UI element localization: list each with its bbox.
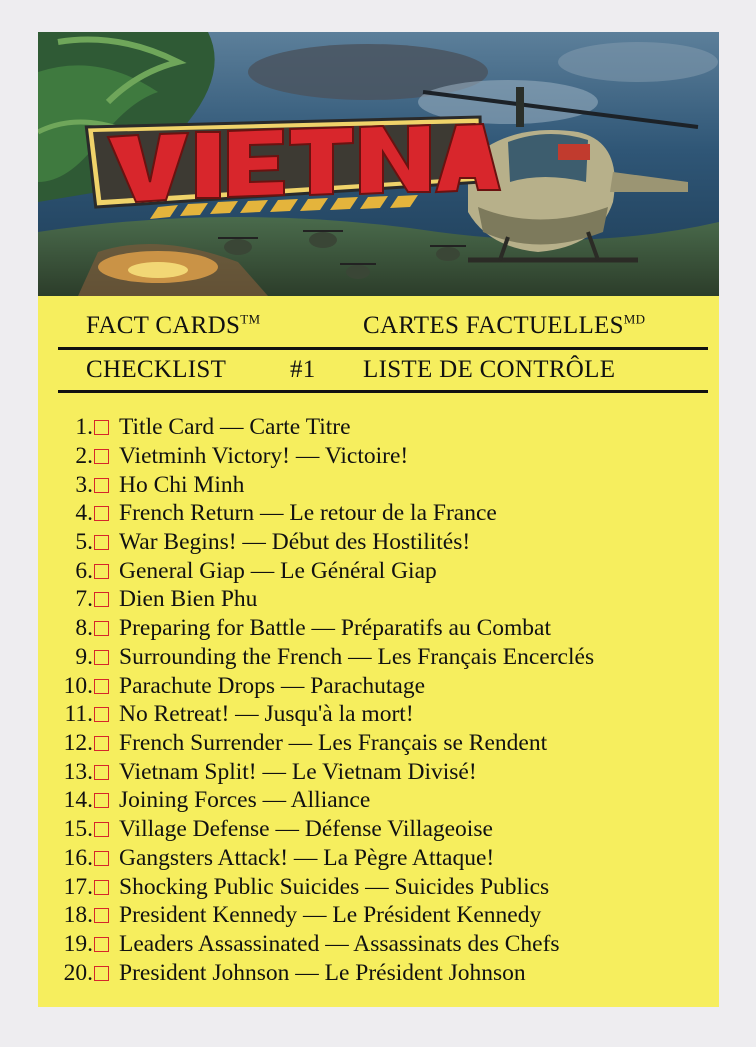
item-label: Dien Bien Phu — [119, 586, 258, 612]
list-item[interactable] — [38, 644, 719, 672]
item-number: 6. — [75, 558, 93, 584]
list-item[interactable] — [38, 673, 719, 701]
list-item[interactable] — [38, 902, 719, 930]
checkbox[interactable] — [94, 880, 109, 895]
checkbox[interactable] — [94, 937, 109, 952]
checkbox[interactable] — [94, 478, 109, 493]
item-number: 1. — [75, 414, 93, 440]
checkbox[interactable] — [94, 564, 109, 579]
checkbox[interactable] — [94, 535, 109, 550]
item-label: General Giap — Le Général Giap — [119, 558, 437, 584]
checkbox[interactable] — [94, 707, 109, 722]
list-item[interactable] — [38, 845, 719, 873]
item-number: 14. — [63, 787, 93, 813]
item-label: Vietnam Split! — Le Vietnam Divisé! — [119, 759, 477, 785]
item-number: 8. — [75, 615, 93, 641]
list-item[interactable] — [38, 472, 719, 500]
item-label: Gangsters Attack! — La Pègre Attaque! — [119, 845, 495, 871]
list-item[interactable] — [38, 558, 719, 586]
item-label: Parachute Drops — Parachutage — [119, 673, 426, 699]
checkbox[interactable] — [94, 449, 109, 464]
list-item[interactable] — [38, 414, 719, 442]
checkbox[interactable] — [94, 592, 109, 607]
liste-de-controle-title: LISTE DE CONTRÔLE — [363, 356, 616, 383]
item-number: 9. — [75, 644, 93, 670]
checklist-card — [38, 32, 719, 1007]
list-item[interactable] — [38, 615, 719, 643]
checkbox[interactable] — [94, 650, 109, 665]
header-rule-top — [58, 347, 708, 350]
list-item[interactable] — [38, 759, 719, 787]
item-label: French Return — Le retour de la France — [119, 500, 497, 526]
checkbox[interactable] — [94, 793, 109, 808]
checkbox[interactable] — [94, 765, 109, 780]
item-label: President Kennedy — Le Président Kennedy — [119, 902, 542, 928]
item-label: French Surrender — Les Français se Rendent — [119, 730, 548, 756]
item-label: Joining Forces — Alliance — [119, 787, 371, 813]
cartes-factuelles-title: CARTES $FACTUELLES^{MD}$ — [363, 311, 646, 339]
item-number: 10. — [63, 673, 93, 699]
checkbox[interactable] — [94, 822, 109, 837]
item-number: 16. — [63, 845, 93, 871]
item-number: 11. — [64, 701, 93, 727]
checkbox[interactable] — [94, 506, 109, 521]
item-label: No Retreat! — Jusqu'à la mort! — [119, 701, 414, 727]
list-item[interactable] — [38, 586, 719, 614]
list-item[interactable] — [38, 960, 719, 988]
list-item[interactable] — [38, 500, 719, 528]
item-label: Vietminh Victory! — Victoire! — [119, 443, 409, 469]
checkbox[interactable] — [94, 908, 109, 923]
item-number: 18. — [63, 902, 93, 928]
item-label: Village Defense — Défense Villageoise — [119, 816, 493, 842]
checkbox[interactable] — [94, 966, 109, 981]
item-label: Leaders Assassinated — Assassinats des Chefs — [119, 931, 560, 957]
checkbox[interactable] — [94, 679, 109, 694]
marque-deposee-mark: MD — [623, 311, 646, 327]
item-number: 17. — [63, 874, 93, 900]
item-number: 15. — [63, 816, 93, 842]
item-label: Preparing for Battle — Préparatifs au Combat — [119, 615, 552, 641]
list-item[interactable] — [38, 931, 719, 959]
item-number: 13. — [63, 759, 93, 785]
list-item[interactable] — [38, 787, 719, 815]
list-item[interactable] — [38, 529, 719, 557]
checkbox[interactable] — [94, 851, 109, 866]
item-label: Title Card — Carte Titre — [119, 414, 351, 440]
list-item[interactable] — [38, 874, 719, 902]
item-number: 3. — [75, 472, 93, 498]
item-label: Ho Chi Minh — [119, 472, 245, 498]
item-number: 19. — [63, 931, 93, 957]
item-number: 20. — [63, 960, 93, 986]
list-item[interactable] — [38, 816, 719, 844]
list-item[interactable] — [38, 701, 719, 729]
list-item[interactable] — [38, 443, 719, 471]
list-item[interactable] — [38, 730, 719, 758]
item-label: Surrounding the French — Les Français Encerclés — [119, 644, 595, 670]
checkbox[interactable] — [94, 420, 109, 435]
item-number: 4. — [75, 500, 93, 526]
checklist-title: CHECKLIST — [86, 356, 227, 383]
item-number: 12. — [63, 730, 93, 756]
vietnam-banner-illustration — [38, 32, 719, 296]
item-number: 7. — [75, 586, 93, 612]
checkbox[interactable] — [94, 621, 109, 636]
header-rule-bottom — [58, 390, 708, 393]
trademark-mark: TM — [240, 311, 261, 327]
checkbox[interactable] — [94, 736, 109, 751]
checklist-number: #1 — [290, 356, 316, 383]
item-number: 2. — [75, 443, 93, 469]
item-number: 5. — [75, 529, 93, 555]
item-label: Shocking Public Suicides — Suicides Publics — [119, 874, 550, 900]
fact-cards-title: FACT CARDS™ — [86, 311, 261, 339]
item-label: War Begins! — Début des Hostilités! — [119, 529, 471, 555]
item-label: President Johnson — Le Président Johnson — [119, 960, 526, 986]
